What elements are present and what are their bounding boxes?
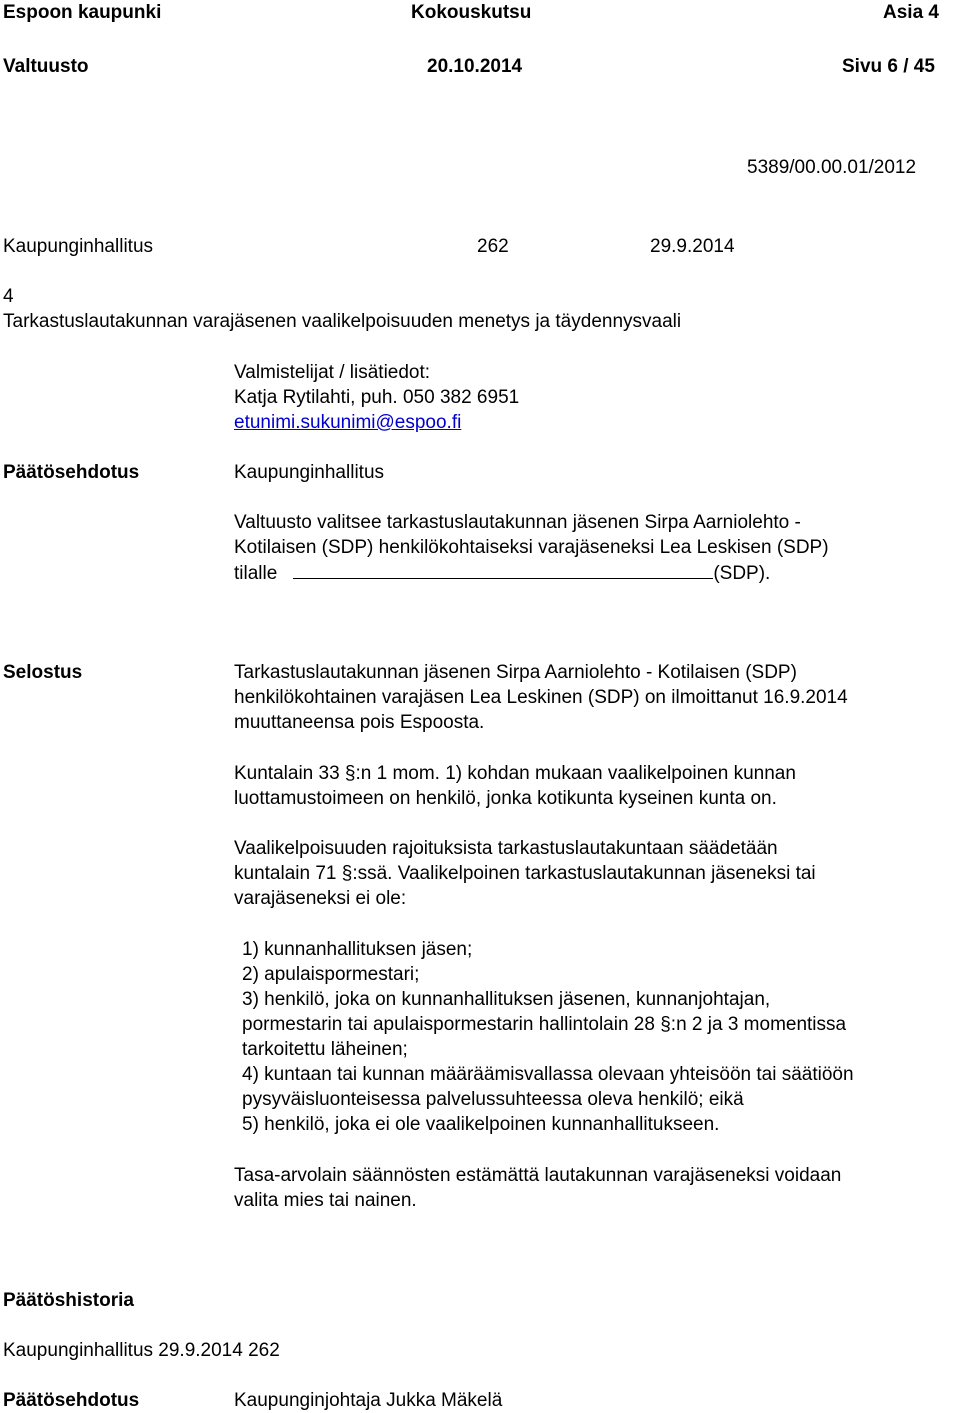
history-entry: Kaupunginhallitus 29.9.2014 262: [3, 1340, 280, 1361]
statement-paragraph-3: [234, 836, 944, 911]
proposal-label: Päätösehdotus: [3, 462, 140, 483]
header-page: Sivu 6 / 45: [842, 56, 935, 77]
preparers-contact: Katja Rytilahti, puh. 050 382 6951: [234, 387, 520, 408]
proposal-last-end: (SDP).: [713, 563, 771, 584]
proposal-line: Kotilaisen (SDP) henkilökohtaiseksi varajäseneksi Lea Leskisen (SDP): [234, 537, 829, 558]
fill-in-blank: [293, 560, 713, 579]
header-date: 20.10.2014: [427, 56, 523, 77]
list-item: 2) apulaispormestari;: [242, 964, 420, 985]
list-item: tarkoitettu läheinen;: [242, 1039, 408, 1060]
statement-line: varajäseneksi ei ole:: [234, 888, 407, 909]
item-title: Tarkastuslautakunnan varajäsenen vaalikelpoisuuden menetys ja täydennysvaali: [3, 311, 682, 332]
list-item: pormestarin tai apulaispormestarin hallintolain 28 §:n 2 ja 3 momentissa: [242, 1014, 847, 1035]
statement-label: Selostus: [3, 662, 83, 683]
statement-line: Kuntalain 33 §:n 1 mom. 1) kohdan mukaan vaalikelpoinen kunnan: [234, 763, 796, 784]
list-item: 3) henkilö, joka on kunnanhallituksen jäsenen, kunnanjohtajan,: [242, 989, 771, 1010]
history-label: Päätöshistoria: [3, 1290, 134, 1311]
statement-line: Tarkastuslautakunnan jäsenen Sirpa Aarniolehto - Kotilaisen (SDP): [234, 662, 797, 683]
header-doc-type: Kokouskutsu: [411, 2, 532, 23]
meeting-number: 262: [477, 236, 509, 257]
preparers-email-link[interactable]: etunimi.sukunimi@espoo.fi: [234, 412, 462, 433]
statement-paragraph-1: [234, 660, 944, 735]
statement-line: luottamustoimeen on henkilö, jonka kotikunta kyseinen kunta on.: [234, 788, 777, 809]
meeting-date: 29.9.2014: [650, 236, 735, 257]
proposal-proposer: Kaupunginhallitus: [234, 462, 385, 483]
eligibility-list: [242, 937, 854, 1137]
list-item: pysyväisluonteisessa palvelussuhteessa oleva henkilö; eikä: [242, 1089, 744, 1110]
list-item: 5) henkilö, joka ei ole vaalikelpoinen kunnanhallitukseen.: [242, 1114, 720, 1135]
statement-line: henkilökohtainen varajäsen Lea Leskinen (SDP) on ilmoittanut 16.9.2014: [234, 687, 848, 708]
proposal-last-line: [234, 560, 944, 586]
header-body: Valtuusto: [3, 56, 89, 77]
proposal-last-start: tilalle: [234, 563, 278, 584]
list-item: 4) kuntaan tai kunnan määräämisvallassa olevaan yhteisöön tai säätiöön: [242, 1064, 854, 1085]
header-org: Espoon kaupunki: [3, 2, 162, 23]
proposal-text: [234, 510, 944, 586]
statement-line: Vaalikelpoisuuden rajoituksista tarkastuslautakuntaan säädetään: [234, 838, 778, 859]
statement-line: Tasa-arvolain säännösten estämättä lautakunnan varajäseneksi voidaan: [234, 1165, 842, 1186]
meeting-body: Kaupunginhallitus: [3, 236, 154, 257]
item-number: 4: [3, 286, 14, 307]
statement-line: kuntalain 71 §:ssä. Vaalikelpoinen tarkastuslautakunnan jäseneksi tai: [234, 863, 816, 884]
statement-paragraph-2: [234, 761, 944, 811]
history-proposal-label: Päätösehdotus: [3, 1390, 140, 1411]
preparers-label: Valmistelijat / lisätiedot:: [234, 362, 431, 383]
statement-line: muuttaneensa pois Espoosta.: [234, 712, 485, 733]
statement-paragraph-4: [234, 1163, 944, 1213]
proposal-line: Valtuusto valitsee tarkastuslautakunnan jäsenen Sirpa Aarniolehto -: [234, 512, 801, 533]
list-item: 1) kunnanhallituksen jäsen;: [242, 939, 473, 960]
statement-line: valita mies tai nainen.: [234, 1190, 417, 1211]
header-item: Asia 4: [883, 2, 939, 23]
case-number: 5389/00.00.01/2012: [747, 157, 917, 178]
history-proposer: Kaupunginjohtaja Jukka Mäkelä: [234, 1390, 503, 1411]
